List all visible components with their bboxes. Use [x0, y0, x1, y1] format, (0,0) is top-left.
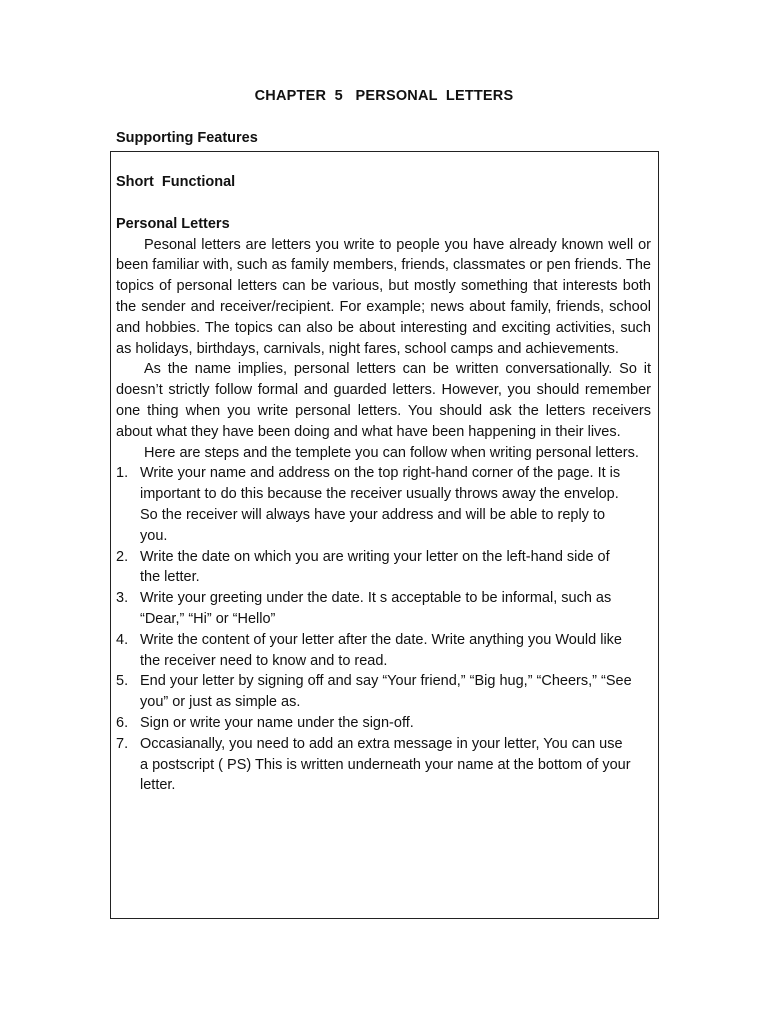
paragraph: Pesonal letters are letters you write to people you have already known well or been familiar with, such as family members, friends, classmates or pen friends. The topics of personal letters can be various, but mostly something that interests both the sender and receiver/recipient. For example; news about family, friends, school and hobbies. The topics can also be about interesting and exciting activities, such as holidays, birthdays, carnivals, night fares, school camps and achievements.: [116, 236, 651, 357]
list-item: [116, 671, 651, 713]
personal-letters-heading: Personal Letters: [116, 215, 230, 232]
step-text: Write the content of your letter after the date. Write anything you Would like the receiver need to know and to read.: [140, 631, 622, 669]
step-number: 3.: [116, 590, 129, 607]
step-number: 4.: [116, 631, 129, 648]
step-number: 5.: [116, 673, 129, 690]
step-text: End your letter by signing off and say “Your friend,” “Big hug,” “Cheers,” “See you” or just as simple as.: [140, 673, 632, 711]
chapter-title: CHAPTER 5 PERSONAL LETTERS: [254, 88, 514, 104]
paragraph: Here are steps and the templete you can follow when writing personal letters.: [144, 444, 639, 461]
step-text: Write the date on which you are writing your letter on the left-hand side of the letter.: [140, 548, 610, 586]
short-functional-heading: Short Functional: [116, 174, 236, 190]
list-item: [116, 713, 651, 734]
step-text: Sign or write your name under the sign-off.: [140, 714, 414, 731]
list-item: [116, 588, 651, 630]
step-text: Occasianally, you need to add an extra message in your letter, You can use a postscript ( PS) This is written underneath your name at the bottom of your letter.: [140, 735, 631, 794]
paragraph: As the name implies, personal letters can be written conversationally. So it doesn’t strictly follow formal and guarded letters. However, you should remember one thing when you write personal letters. You should ask the letters receivers about what they have been doing and what have been happening in their lives.: [116, 361, 651, 440]
steps-list: [116, 463, 651, 796]
list-item: [116, 630, 651, 672]
step-number: 6.: [116, 714, 129, 731]
section-label: Supporting Features: [116, 130, 258, 146]
step-number: 7.: [116, 735, 129, 752]
step-text: Write your name and address on the top right-hand corner of the page. It is important to do this because the receiver usually throws away the envelop. So the receiver will always have your address and will be able to reply to you.: [140, 465, 621, 544]
step-text: Write your greeting under the date. It s acceptable to be informal, such as “Dear,” “Hi” or “Hello”: [140, 590, 612, 627]
step-number: 2.: [116, 548, 129, 565]
step-number: 1.: [116, 465, 129, 482]
box-content: [116, 172, 651, 796]
list-item: [116, 547, 651, 589]
list-item: [116, 734, 651, 796]
list-item: [116, 463, 651, 546]
